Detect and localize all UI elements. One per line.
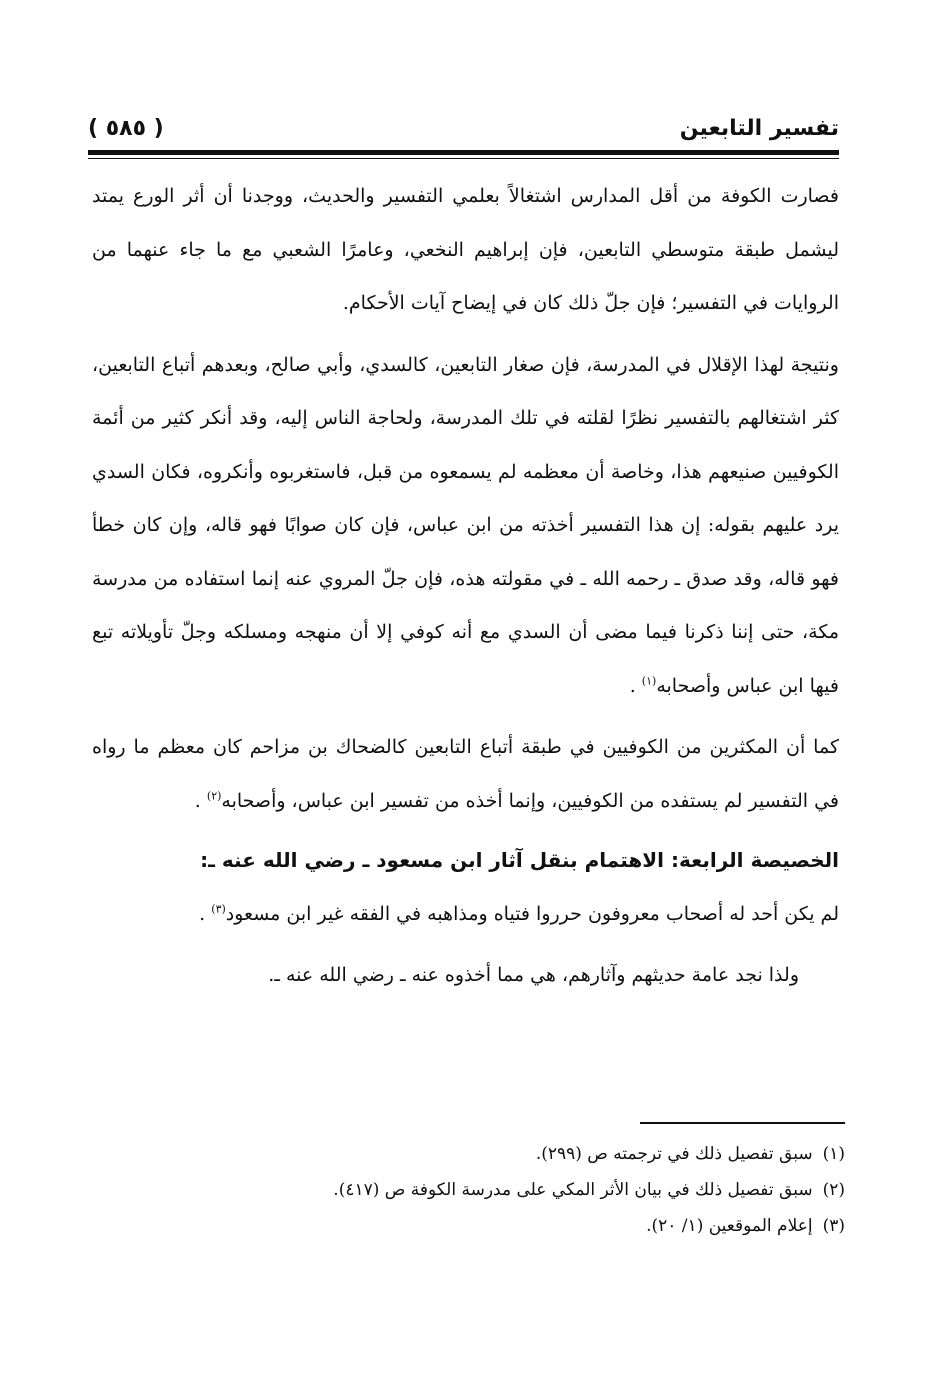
body-text: [92, 170, 839, 1003]
header-rule-thin: [88, 158, 839, 159]
footnote-ref[interactable]: (٣): [211, 902, 226, 916]
paragraph-end: .: [629, 674, 642, 697]
paragraph-text: ونتيجة لهذا الإقلال في المدرسة، فإن صغار التابعين، كالسدي، وأبي صالح، وبعدهم أتباع التابعين، كثر اشتغالهم بالتفسير نظرًا لقلته في تلك المدرسة، ولحاجة الناس إليه، وقد أنكر كثير من أئمة الكوفيين صنيعهم هذا، وخاصة أن معظمه لم يسمعوه من قبل، فاستغربوه وأنكروه، فكان السدي يرد عليهم بقوله: إن هذا التفسير أخذته من ابن عباس، فإن كان صوابًا فهو قاله، وإن كان خطأ فهو قاله، وقد صدق ـ رحمه الله ـ في مقولته هذه، فإن جلّ المروي عنه إنما استفاده من مدرسة مكة، حتى إننا ذكرنا فيما مضى أن السدي مع أنه كوفي إلا أن منهجه ومسلكه وجلّ تأويلاته تبع فيها ابن عباس وأصحابه: [92, 353, 839, 697]
paragraph-4: [92, 888, 839, 942]
footnote-text: إعلام الموقعين (١/ ٢٠).: [646, 1216, 813, 1236]
footnote-number: (١): [822, 1144, 845, 1164]
paragraph-end: .: [194, 789, 207, 812]
paragraph-text: لم يكن أحد له أصحاب معروفون حرروا فتياه ومذاهبه في الفقه غير ابن مسعود: [225, 902, 839, 925]
footnote-separator: [640, 1122, 845, 1124]
footnote-number: (٣): [822, 1216, 845, 1236]
page-number: ( ٥٨٥ ): [88, 116, 164, 141]
paragraph-text: كما أن المكثرين من الكوفيين في طبقة أتباع التابعين كالضحاك بن مزاحم كان معظم ما رواه في التفسير لم يستفده من الكوفيين، وإنما أخذه من تفسير ابن عباس، وأصحابه: [92, 736, 839, 812]
footnote-ref[interactable]: (٢): [206, 789, 222, 803]
footnote-text: سبق تفصيل ذلك في ترجمته ص (٢٩٩).: [535, 1144, 813, 1164]
page-header: [88, 112, 839, 148]
footnote-1: [92, 1136, 845, 1172]
paragraph-text: فصارت الكوفة من أقل المدارس اشتغالاً بعلمي التفسير والحديث، ووجدنا أن أثر الورع يمتد ليشمل طبقة متوسطي التابعين، فإن إبراهيم النخعي، وعامرًا الشعبي مع ما جاء عنهما من الروايات في التفسير؛ فإن جلّ ذلك كان في إيضاح آيات الأحكام.: [92, 185, 839, 314]
footnote-2: [92, 1172, 845, 1208]
footnote-number: (٢): [822, 1180, 845, 1200]
footnotes: [92, 1136, 845, 1244]
section-heading: الخصيصة الرابعة: الاهتمام بنقل آثار ابن مسعود ـ رضي الله عنه ـ:: [200, 848, 839, 872]
running-title: تفسير التابعين: [679, 116, 839, 141]
paragraph-1: [92, 170, 839, 331]
paragraph-2: [92, 339, 839, 714]
footnote-text: سبق تفصيل ذلك في بيان الأثر المكي على مدرسة الكوفة ص (٤١٧).: [333, 1180, 813, 1200]
paragraph-3: [92, 721, 839, 828]
footnote-3: [92, 1208, 845, 1244]
footnote-ref[interactable]: (١): [641, 674, 657, 688]
paragraph-text: ولذا نجد عامة حديثهم وآثارهم، هي مما أخذوه عنه ـ رضي الله عنه ـ.: [268, 964, 799, 986]
paragraph-5: [92, 949, 839, 1003]
paragraph-end: .: [199, 902, 212, 925]
header-rule-thick: [88, 150, 839, 155]
